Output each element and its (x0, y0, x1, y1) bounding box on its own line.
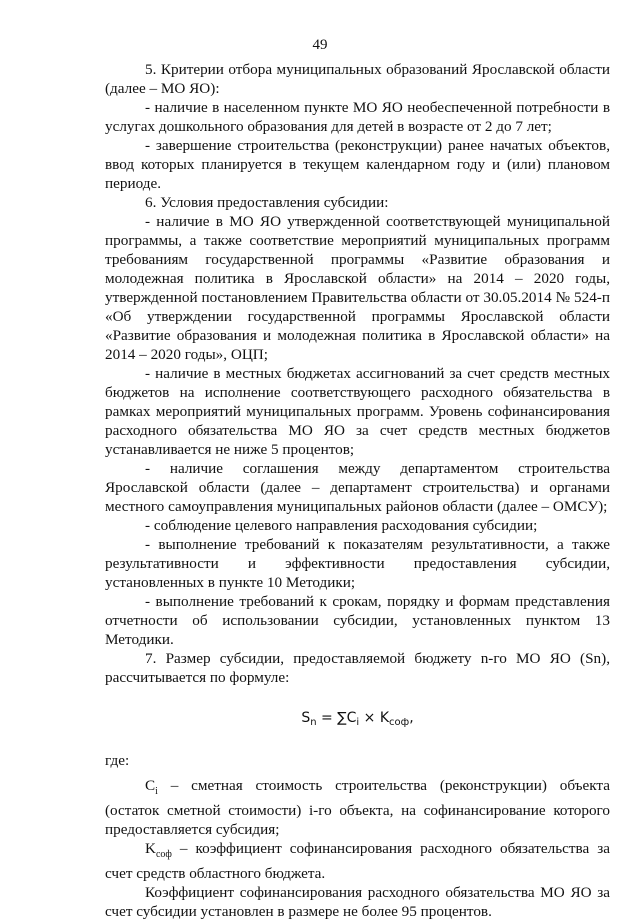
paragraph-conditions-heading: 6. Условия предоставления субсидии: (145, 194, 389, 211)
ci-symbol: C (145, 777, 156, 794)
paragraph-condition-1: - наличие в МО ЯО утвержденной соответствующей муниципальной программы, а также соответствие мероприятий муниципальных программ требованиям государственной программы «Развитие образования и молодежная политика в Ярославской области» на 2014 – 2020 годы, утвержденной постановлением Правительства области от 30.05.2014 № 524-п «Об утверждении государственной программы Ярославской области «Развитие образования и молодежная политика в Ярославской области» на 2014 – 2020 годы», ОЦП; (105, 213, 610, 363)
paragraph-condition-5: - выполнение требований к показателям результативности, а также результативности и эффективности предоставления субсидии, установленных в пункте 10 Методики; (105, 536, 610, 591)
k-definition-text: – коэффициент софинансирования расходного обязательства за счет средств областного бюджета. (105, 840, 610, 883)
ci-subscript: i (155, 786, 158, 798)
formula-sof: соф (389, 717, 410, 728)
formula-end: , (409, 710, 414, 726)
paragraph-criterion-2: - завершение строительства (реконструкции) ранее начатых объектов, ввод которых планируется в текущем календарном году и (или) плановом периоде. (105, 137, 610, 192)
paragraph-condition-4: - соблюдение целевого направления расходования субсидии; (145, 517, 538, 534)
formula-times-k: × K (359, 710, 390, 726)
paragraph-condition-2: - наличие в местных бюджетах ассигнований за счет средств местных бюджетов на исполнение соответствующего расходного обязательства в рамках мероприятий муниципальных программ. Уровень софинансирования расходного обязательства МО ЯО за счет средств местных бюджетов устанавливается не ниже 5 процентов; (105, 365, 610, 458)
paragraph-condition-3: - наличие соглашения между департаментом строительства Ярославской области (далее – департамент строительства) и органами местного самоуправления муниципальных районов области (далее – ОМСУ); (105, 460, 610, 515)
paragraph-criterion-1: - наличие в населенном пункте МО ЯО необеспеченной потребности в услугах дошкольного образования для детей в возрасте от 2 до 7 лет; (105, 99, 610, 135)
formula-n: n (310, 717, 317, 728)
definition-k (105, 839, 610, 883)
k-symbol: K (145, 840, 156, 858)
formula-eq-sum-c: = ∑C (316, 710, 357, 726)
formula-s: S (301, 710, 311, 726)
ci-definition-text: – сметная стоимость строительства (реконструкции) объекта (остаток сметной стоимости) i-го объекта, на софинансирование которого предоставляется субсидия; (105, 777, 610, 839)
page-number: 49 (312, 37, 328, 53)
paragraph-coefficient-limit: Коэффициент софинансирования расходного обязательства МО ЯО за счет субсидии установлен в размере не более 95 процентов. (105, 884, 610, 921)
formula-i: i (356, 717, 360, 728)
definition-ci (105, 776, 610, 839)
k-subscript: соф (155, 849, 172, 861)
where-label: где: (105, 752, 130, 769)
paragraph-condition-6: - выполнение требований к срокам, порядку и формам представления отчетности об использовании субсидии, установленных пунктом 13 Методики. (105, 593, 610, 648)
paragraph-subsidy-size: 7. Размер субсидии, предоставляемой бюджету n-го МО ЯО (Sn), рассчитывается по формуле: (105, 650, 610, 686)
formula (105, 707, 610, 729)
paragraph-criteria-heading: 5. Критерии отбора муниципальных образований Ярославской области (далее – МО ЯО): (105, 61, 610, 97)
document-body (105, 60, 610, 921)
